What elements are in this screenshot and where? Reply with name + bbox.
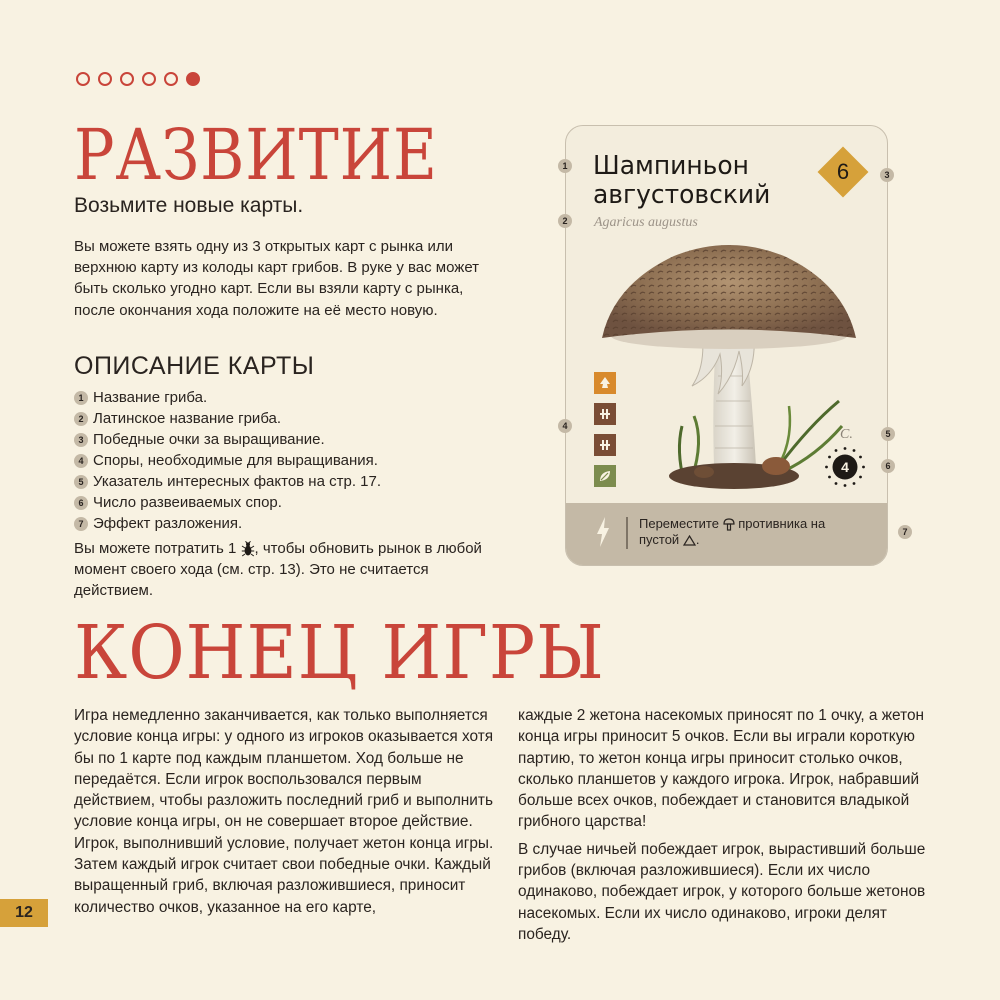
section-title-development: РАЗВИТИЕ — [74, 114, 438, 196]
insect-icon — [241, 541, 255, 557]
refresh-text-before: Вы можете потратить 1 — [74, 540, 237, 557]
page-number: 12 — [0, 899, 48, 927]
card-effect-bar — [566, 503, 887, 566]
effect-text-end: . — [695, 532, 700, 547]
victory-points-value: 6 — [836, 159, 850, 184]
list-item — [74, 408, 381, 429]
progress-dot-active — [186, 72, 200, 86]
game-end-column-2 — [518, 705, 938, 945]
green-spore-icon — [594, 465, 616, 487]
list-item-text: Указатель интересных фактов на стр. 17. — [93, 473, 382, 490]
callout-7: 7 — [898, 525, 912, 539]
spore-release-value: 4 — [841, 459, 849, 475]
list-item-text: Название гриба. — [93, 389, 208, 406]
callout-6: 6 — [881, 459, 895, 473]
mushroom-card — [565, 125, 888, 566]
number-badge: 2 — [74, 412, 88, 426]
progress-dot — [76, 72, 90, 86]
effect-text-middle: противника на пустой — [639, 516, 826, 547]
card-description-heading: ОПИСАНИЕ КАРТЫ — [74, 352, 315, 380]
callout-2: 2 — [558, 214, 572, 228]
progress-dot — [98, 72, 112, 86]
number-badge: 4 — [74, 454, 88, 468]
number-badge: 1 — [74, 391, 88, 405]
progress-dot — [142, 72, 156, 86]
fact-reference-label: C. — [840, 427, 853, 442]
progress-dot — [164, 72, 178, 86]
refresh-market-paragraph — [74, 538, 504, 602]
list-item — [74, 387, 381, 408]
game-end-paragraph: каждые 2 жетона насекомых приносят по 1 очку, а жетон конца игры приносит 5 очков. Если вы играли короткую партию, то жетон конца игры приносит столько очков, сколько планшетов у каждого игрока. Игрок, набравший больше всех очков, побеждает и становится владыкой грибного царства! — [518, 707, 925, 831]
refresh-text-after: , чтобы обновить рынок в любой момент своего хода (см. стр. 13). Это не считается действием. — [74, 540, 482, 600]
list-item — [74, 471, 381, 492]
list-item — [74, 513, 381, 534]
game-end-column-1: Игра немедленно заканчивается, как только выполняется условие конца игры: у одного из игроков оказывается хотя бы по 1 карте под каждым планшетом. Ход больше не передаётся. Если игрок воспользовался первым действием, чтобы разложить последний гриб и выполнить условие конца игры, он не совершает второе действие. Игрок, выполнивший условие, получает жетон конца игры. Затем каждый игрок считает свои победные очки. Каждый выращенный гриб, включая разложившиеся, приносит количество очков, указанное на его карте, — [74, 707, 494, 916]
mushroom-mini-icon — [723, 518, 735, 531]
triangle-icon — [683, 535, 696, 546]
list-item-text: Число развеиваемых спор. — [93, 494, 282, 511]
list-item-text: Латинское название гриба. — [93, 410, 282, 427]
development-paragraph: Вы можете взять одну из 3 открытых карт с рынка или верхнюю карту из колоды карт грибов. В руке у вас может быть сколько угодно карт. Если вы взяли карту с рынка, после окончания хода положите на её место новую. — [74, 238, 480, 319]
number-badge: 7 — [74, 517, 88, 531]
effect-text-start: Переместите — [639, 516, 719, 531]
callout-4: 4 — [558, 419, 572, 433]
card-mushroom-name: Шампиньон августовский — [593, 151, 771, 210]
card-description-list — [74, 387, 381, 534]
list-item — [74, 429, 381, 450]
lightning-icon — [596, 517, 610, 547]
progress-dots — [76, 72, 200, 86]
orange-spore-icon — [594, 372, 616, 394]
callout-3: 3 — [880, 168, 894, 182]
list-item-text: Победные очки за выращивание. — [93, 431, 325, 448]
number-badge: 5 — [74, 475, 88, 489]
number-badge: 3 — [74, 433, 88, 447]
callout-1: 1 — [558, 159, 572, 173]
progress-dot — [120, 72, 134, 86]
number-badge: 6 — [74, 496, 88, 510]
section-subtitle: Возьмите новые карты. — [74, 194, 304, 217]
list-item — [74, 492, 381, 513]
card-effect-text — [639, 516, 869, 548]
tie-break-paragraph: В случае ничьей побеждает игрок, вырастивший больше грибов (включая разложившиеся). Если их число одинаково, побеждает игрок, у которого больше жетонов насекомых. Если их число одинаково, игроки делят победу. — [518, 840, 926, 943]
required-spores — [594, 372, 616, 487]
list-item — [74, 450, 381, 471]
brown-spore-icon — [594, 434, 616, 456]
effect-divider — [626, 517, 628, 549]
callout-5: 5 — [881, 427, 895, 441]
list-item-text: Эффект разложения. — [93, 515, 243, 532]
list-item-text: Споры, необходимые для выращивания. — [93, 452, 378, 469]
brown-spore-icon — [594, 403, 616, 425]
card-latin-name: Agaricus augustus — [594, 215, 698, 230]
section-title-game-end: КОНЕЦ ИГРЫ — [74, 610, 605, 696]
